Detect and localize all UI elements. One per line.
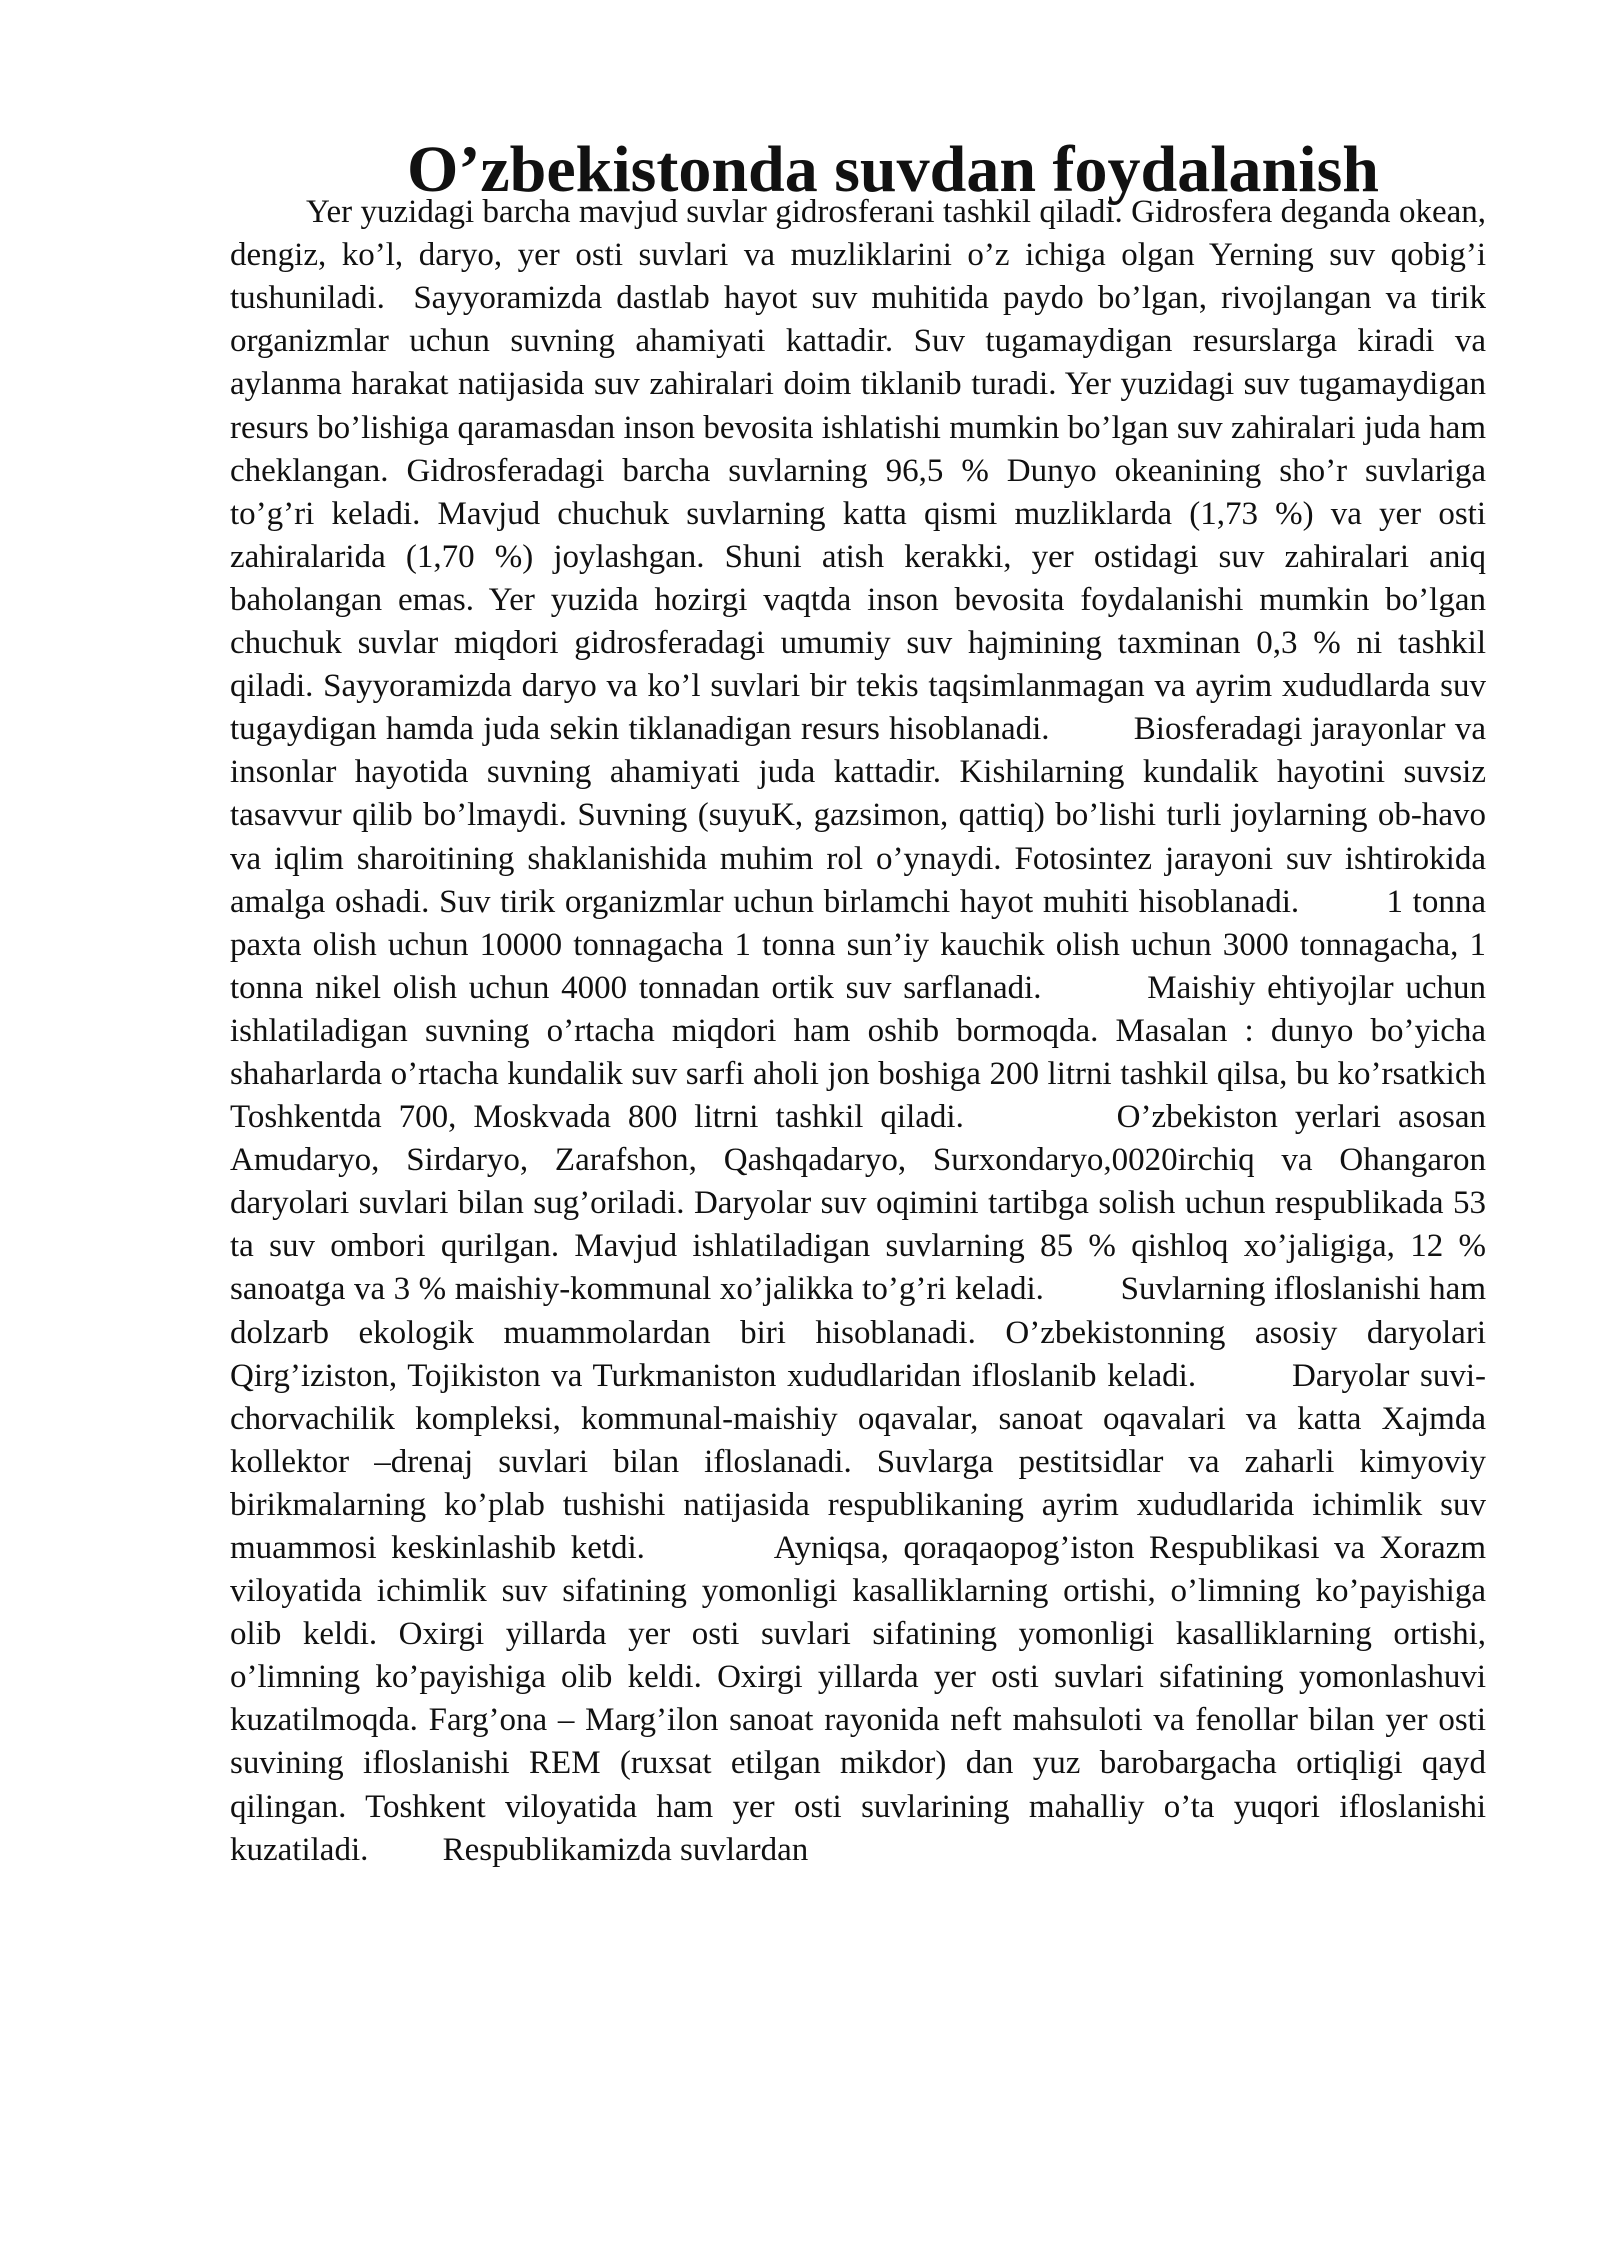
document-body-paragraph: Yer yuzidagi barcha mavjud suvlar gidrosferani tashkil qiladi. Gidrosfera deganda okean, dengiz, ko’l, daryo, yer osti suvlari va muzliklarini o’z ichiga olgan Yerning suv qobig’i tushuniladi. Sayyoramizda dastlab hayot suv muhitida paydo bo’lgan, rivojlangan va tirik organizmlar uchun suvning ahamiyati kattadir. Suv tugamaydigan resurslarga kiradi va aylanma harakat natijasida suv zahiralari doim tiklanib turadi. Yer yuzidagi suv tugamaydigan resurs bo’lishiga qaramasdan inson bevosita ishlatishi mumkin bo’lgan suv zahiralari juda ham cheklangan. Gidrosferadagi barcha suvlarning 96,5 % Dunyo okeanining sho’r suvlariga to’g’ri keladi. Mavjud chuchuk suvlarning katta qismi muzliklarda (1,73 %) va yer osti zahiralarida (1,70 %) joylashgan. Shuni atish kerakki, yer ostidagi suv zahiralari aniq baholangan emas. Yer yuzida hozirgi vaqtda inson bevosita foydalanishi mumkin bo’lgan chuchuk suvlar miqdori gidrosferadagi umumiy suv hajmining taxminan 0,3 % ni tashkil qiladi. Sayyoramizda daryo va ko’l suvlari bir tekis taqsimlanmagan va ayrim xududlarda suv tugaydigan hamda juda sekin tiklanadigan resurs hisoblanadi. Biosferadagi jarayonlar va insonlar hayotida suvning ahamiyati juda kattadir. Kishilarning kundalik hayotini suvsiz tasavvur qilib bo’lmaydi. Suvning (suyuK, gazsimon, qattiq) bo’lishi turli joylarning ob-havo va iqlim sharoitining shaklanishida muhim rol o’ynaydi. Fotosintez jarayoni suv ishtirokida amalga oshadi. Suv tirik organizmlar uchun birlamchi hayot muhiti hisoblanadi. 1 tonna paxta olish uchun 10000 tonnagacha 1 tonna sun’iy kauchik olish uchun 3000 tonnagacha, 1 tonna nikel olish uchun 4000 tonnadan ortik suv sarflanadi. Maishiy ehtiyojlar uchun ishlatiladigan suvning o’rtacha miqdori ham oshib bormoqda. Masalan : dunyo bo’yicha shaharlarda o’rtacha kundalik suv sarfi aholi jon boshiga 200 litrni tashkil qilsa, bu ko’rsatkich Toshkentda 700, Moskvada 800 litrni tashkil qiladi. O’zbekiston yerlari asosan Amudaryo, Sirdaryo, Zarafshon, Qashqadaryo, Surxondaryo,0020irchiq va Ohangaron daryolari suvlari bilan sug’oriladi. Daryolar suv oqimini tartibga solish uchun respublikada 53 ta suv ombori qurilgan. Mavjud ishlatiladigan suvlarning 85 % qishloq xo’jaligiga, 12 % sanoatga va 3 % maishiy-kommunal xo’jalikka to’g’ri keladi. Suvlarning ifloslanishi ham dolzarb ekologik muammolardan biri hisoblanadi. O’zbekistonning asosiy daryolari Qirg’iziston, Tojikiston va Turkmaniston xududlaridan ifloslanib keladi. Daryolar suvi-chorvachilik kompleksi, kommunal-maishiy oqavalar, sanoat oqavalari va katta Xajmda kollektor –drenaj suvlari bilan ifloslanadi. Suvlarga pestitsidlar va zaharli kimyoviy birikmalarning ko’plab tushishi natijasida respublikaning ayrim xududlarida ichimlik suv muammosi keskinlashib ketdi. Ayniqsa, qoraqaopog’iston Respublikasi va Xorazm viloyatida ichimlik suv sifatining yomonligi kasalliklarning ortishi, o’limning ko’payishiga olib keldi. Oxirgi yillarda yer osti suvlari sifatining yomonligi kasalliklarning ortishi, o’limning ko’payishiga olib keldi. Oxirgi yillarda yer osti suvlari sifatining yomonlashuvi kuzatilmoqda. Farg’ona – Marg’ilon sanoat rayonida neft mahsuloti va fenollar bilan yer osti suvining ifloslanishi REM (ruxsat etilgan mikdor) dan yuz barobargacha ortiqligi qayd qilingan. Toshkent viloyatida ham yer osti suvlarining mahalliy o’ta yuqori ifloslanishi kuzatiladi. Respublikamizda suvlardan bbox=[230, 194, 1495, 1868]
document-title: O’zbekistonda suvdan foydalanish bbox=[407, 133, 1379, 206]
document-page bbox=[230, 133, 1495, 1872]
